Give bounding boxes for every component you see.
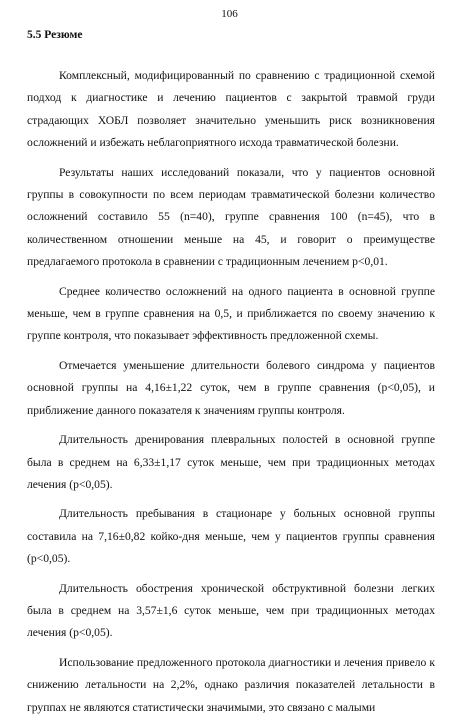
paragraph-8: Использование предложенного протокола диагностики и лечения привело к снижению летальности на 2,2%, однако различия показателей летальности в группах не являются статистически значимыми, это связано с малыми [27,655,435,714]
section-heading: 5.5 Резюме [27,29,83,41]
paragraph-1: Комплексный, модифицированный по сравнению с традиционной схемой подход к диагностике и лечению пациентов с закрытой травмой груди страдающих ХОБЛ позволяет значительно уменьшить риск возникновения осложнений и избежать неблагоприятного исхода травматической болезни. [27,69,435,150]
page-number: 106 [221,8,238,20]
paragraph-4: Отмечается уменьшение длительности болевого синдрома у пациентов основной группы на 4,16±1,22 суток, чем в группе сравнения (p<0,05), и приближение данного показателя к значениям группы контроля. [27,358,435,417]
paragraph-3: Среднее количество осложнений на одного пациента в основной группе меньше, чем в группе сравнения на 0,5, и приближается по своему значению к группе контроля, что показывает эффективность предложенной схемы. [27,284,435,343]
paragraph-7: Длительность обострения хронической обструктивной болезни легких была в среднем на 3,57±1,6 суток меньше, чем при традиционных методах лечения (p<0,05). [27,581,435,640]
paragraph-2: Результаты наших исследований показали, что у пациентов основной группы в совокупности по всем периодам травматической болезни количество осложнений составило 55 (n=40), группе сравнения 100 (n=45), что в количественном отношении меньше на 45, и говорит о преимуществе предлагаемого протокола в сравнении с традиционным лечением p<0,01. [27,165,435,269]
body-text [27,65,435,726]
paragraph-6: Длительность пребывания в стационаре у больных основной группы составила на 7,16±0,82 койко-дня меньше, чем у пациентов группы сравнения (p<0,05). [27,507,435,566]
paragraph-5: Длительность дренирования плевральных полостей в основной группе была в среднем на 6,33±1,17 суток меньше, чем при традиционных методах лечения (p<0,05). [27,433,435,491]
